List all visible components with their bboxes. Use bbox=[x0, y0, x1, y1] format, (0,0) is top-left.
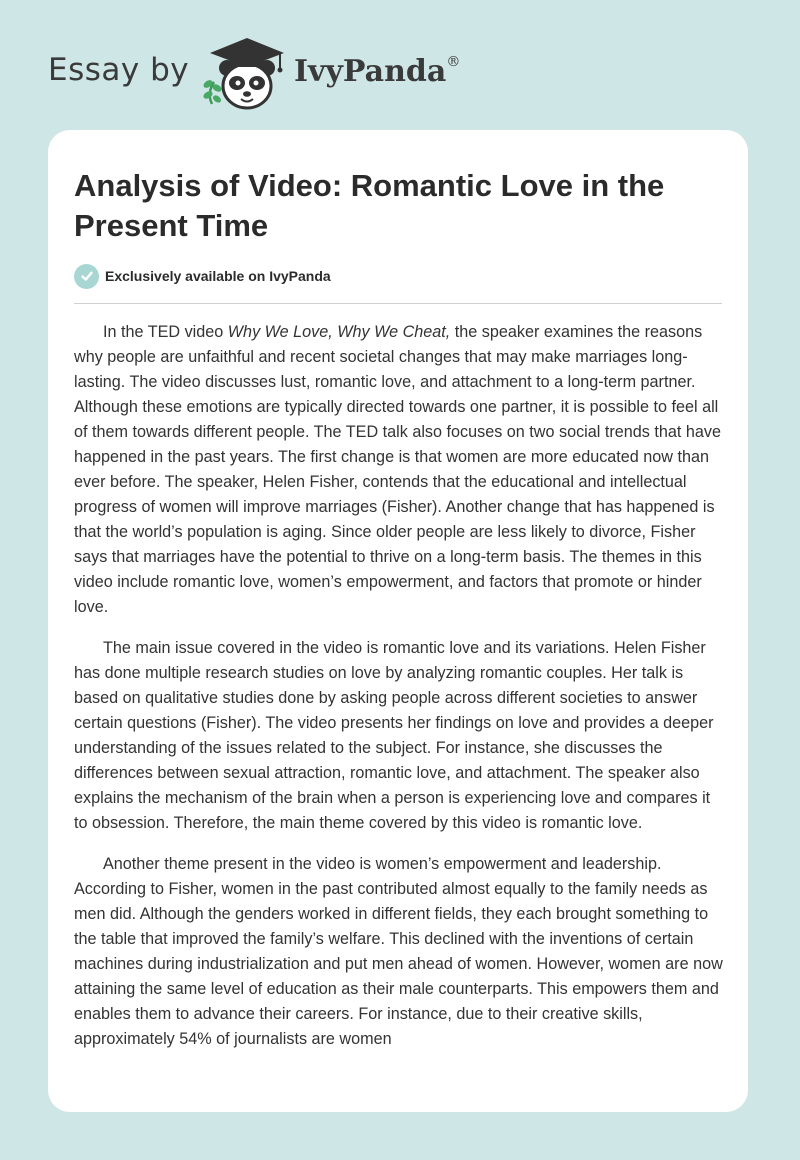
check-icon bbox=[74, 264, 99, 289]
essay-by-label: Essay by bbox=[48, 52, 190, 88]
paragraph-1-intro: In the TED video bbox=[103, 323, 228, 341]
brand-name[interactable] bbox=[294, 54, 460, 89]
essay-card bbox=[48, 130, 748, 1112]
paragraph-1 bbox=[74, 320, 724, 620]
essay-body bbox=[74, 320, 724, 1068]
brand-label: IvyPanda bbox=[294, 54, 447, 89]
video-title: Why We Love, Why We Cheat, bbox=[227, 323, 451, 341]
exclusive-badge-label: Exclusively available on IvyPanda bbox=[105, 268, 331, 284]
paragraph-2: The main issue covered in the video is romantic love and its variations. Helen Fisher has done multiple research studies on love by analyzing romantic couples. Her talk is based on qualitative studies done by asking people across different societies to answer certain questions (Fisher). The video presents her findings on love and provides a deeper understanding of the issues related to the subject. For instance, she discusses the differences between sexual attraction, romantic love, and attachment. The speaker also explains the mechanism of the brain when a person is experiencing love and compares it to obsession. Therefore, the main theme covered by this video is romantic love. bbox=[74, 639, 714, 832]
registered-mark: ® bbox=[446, 54, 461, 70]
exclusive-badge bbox=[74, 263, 331, 289]
essay-title: Analysis of Video: Romantic Love in the Present Time bbox=[74, 168, 665, 243]
divider bbox=[74, 303, 722, 304]
panda-logo-icon[interactable] bbox=[200, 36, 292, 112]
paragraph-3: Another theme present in the video is women’s empowerment and leadership. According to Fisher, women in the past contributed almost equally to the family needs as men did. Although the genders worked in different fields, they each brought something to the table that improved the family’s welfare. This declined with the inventions of certain machines during industrialization and put men ahead of women. However, women are now attaining the same level of education as their male counterparts. This empowers them and enables them to advance their careers. For instance, due to their creative skills, approximately 54% of journalists are women bbox=[74, 855, 723, 1048]
site-header bbox=[0, 0, 800, 130]
paragraph-1-rest: the speaker examines the reasons why people are unfaithful and recent societal changes that may make marriages long-lasting. The video discusses lust, romantic love, and attachment to a long-term partner. Although these emotions are typically directed towards one partner, it is possible to feel all of them towards different people. The TED talk also focuses on two social trends that have happened in the past years. The first change is that women are more educated now than ever before. The speaker, Helen Fisher, contends that the educational and intellectual progress of women will improve marriages (Fisher). Another change that has happened is that the world’s population is aging. Since older people are less likely to divorce, Fisher says that marriages have the potential to thrive on a long-term basis. The themes in this video include romantic love, women’s empowerment, and factors that promote or hinder love. bbox=[74, 323, 721, 616]
